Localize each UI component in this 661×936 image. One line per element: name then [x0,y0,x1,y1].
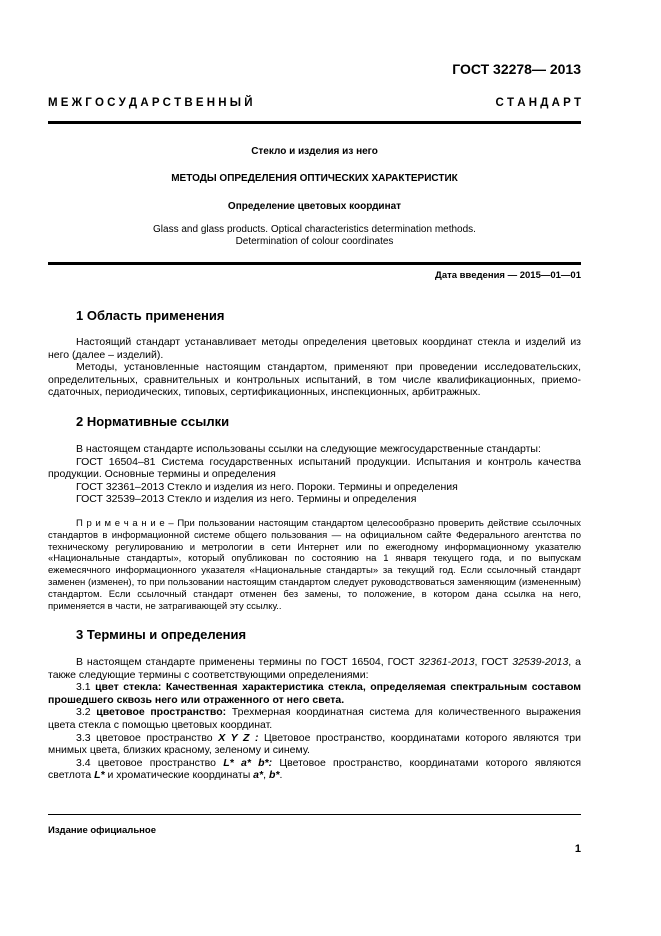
standard-type-heading [48,97,581,109]
section-2-heading: 2 Нормативные ссылки [76,414,230,429]
term-definition: Цветовое пространство, координатами которого являются три мнимых цвета, близких красному, зеленому и синему. [48,731,582,757]
reference-item: ГОСТ 16504–81 Система государственных испытаний продукции. Испытания и контроль качества продукции. Основные термины и определения [48,455,581,481]
term-symbol: a* [253,769,264,782]
term-3-3 [48,732,581,757]
text-run: , [263,769,269,782]
note-label: П р и м е ч а н и е [76,518,165,529]
section-2-body [48,443,581,506]
note-text: – При пользовании настоящим стандартом целесообразно проверить действие ссылочных стандартов в информационной системе общего пользования — на официальном сайте Федерального агентства по техническому регулированию и метрологии в сети Интернет или по ежегодному информационному указателю «Национальные стандарты», который опубликован по состоянию на 1 января текущего года, и по выпускам ежемесячного информационного указателя «Национальные стандарты» за текущий год. Если ссылочный стандарт заменен (изменен), то при пользовании настоящим стандартом следует руководствоваться заменяющим (измененным) стандартом. Если ссылочный стандарт отменен без замены, то положение, в котором дана ссылка на него, применяется в части, не затрагивающей эту ссылку.. [48,518,581,612]
english-title-line-1: Glass and glass products. Optical characteristics determination methods. [153,224,476,235]
paragraph: В настоящем стандарте использованы ссылки на следующие межгосударственные стандарты: [76,443,541,455]
term-symbol: X Y Z : [218,731,259,744]
text-run: , ГОСТ [474,656,513,668]
section-1-heading: 1 Область применения [76,308,225,323]
reference-32539: 32539-2013 [512,656,569,668]
reference-32361: 32361-2013 [418,656,475,668]
text-run: , а также следующие термины с соответствующими определениями: [48,656,581,681]
page-number: 1 [574,843,581,855]
term-definition: Цветовое пространство, координатами которого являются светлота [48,756,582,782]
section-3-heading: 3 Термины и определения [76,627,247,642]
standard-type-word-2: С Т А Н Д А Р Т [495,97,581,109]
title-line-1: Стекло и изделия из него [251,146,378,157]
footer-rule [48,814,581,815]
section-2-note [48,518,581,612]
term-3-4 [48,757,581,782]
edition-label: Издание официальное [48,825,156,836]
term-name: цветовое пространство: [96,706,227,719]
title-bottom-rule [48,262,581,265]
title-line-2: МЕТОДЫ ОПРЕДЕЛЕНИЯ ОПТИЧЕСКИХ ХАРАКТЕРИСТИК [171,173,458,184]
term-number: 3.1 [76,681,96,694]
standard-code: ГОСТ 32278— 2013 [452,61,581,77]
term-number: 3.2 [76,706,97,719]
term-definition: Трехмерная координатная система для количественного выражения цвета стекла с помощью цветовых координат. [48,706,581,731]
reference-item: ГОСТ 32539–2013 Стекло и изделия из него. Термины и определения [76,493,417,506]
paragraph: Настоящий стандарт устанавливает методы определения цветовых координат стекла и изделий из него (далее – изделий). [48,336,581,361]
text-run: 3.3 цветовое пространство [76,731,219,744]
term-3-1 [48,681,581,706]
text-run: и хроматические координаты [104,769,254,782]
term-symbol: L* a* b*: [223,756,273,769]
text-run: 3.4 цветовое пространство [76,756,224,769]
term-symbol: L* [94,769,105,782]
section-3-body [48,656,581,782]
text-run: . [279,769,283,782]
term-symbol: b* [268,769,280,782]
paragraph [48,656,581,681]
term-3-2 [48,706,581,731]
term-definition: цвет стекла: Качественная характеристика стекла, определяемая спектральным составом прошедшего сквозь него или отраженного от него света. [48,681,581,706]
english-title [48,224,581,248]
standard-type-word-1: М Е Ж Г О С У Д А Р С Т В Е Н Н Ы Й [48,97,253,109]
reference-item: ГОСТ 32361–2013 Стекло и изделия из него. Пороки. Термины и определения [76,480,458,493]
effective-date: Дата введения — 2015—01—01 [435,270,581,281]
text-run: В настоящем стандарте применены термины по ГОСТ 16504, ГОСТ [76,656,419,668]
title-line-3: Определение цветовых координат [227,201,402,212]
section-1-body [48,336,581,399]
paragraph: Методы, установленные настоящим стандартом, применяют при проведении исследовательских, определительных, сравнительных и контрольных испытаний, в том числе квалификационных, приемо-сдаточных, периодических, типовых, сертификационных, инспекционных, арбитражных. [48,361,581,399]
english-title-line-2: Determination of colour coordinates [235,236,394,247]
top-rule [48,121,581,124]
